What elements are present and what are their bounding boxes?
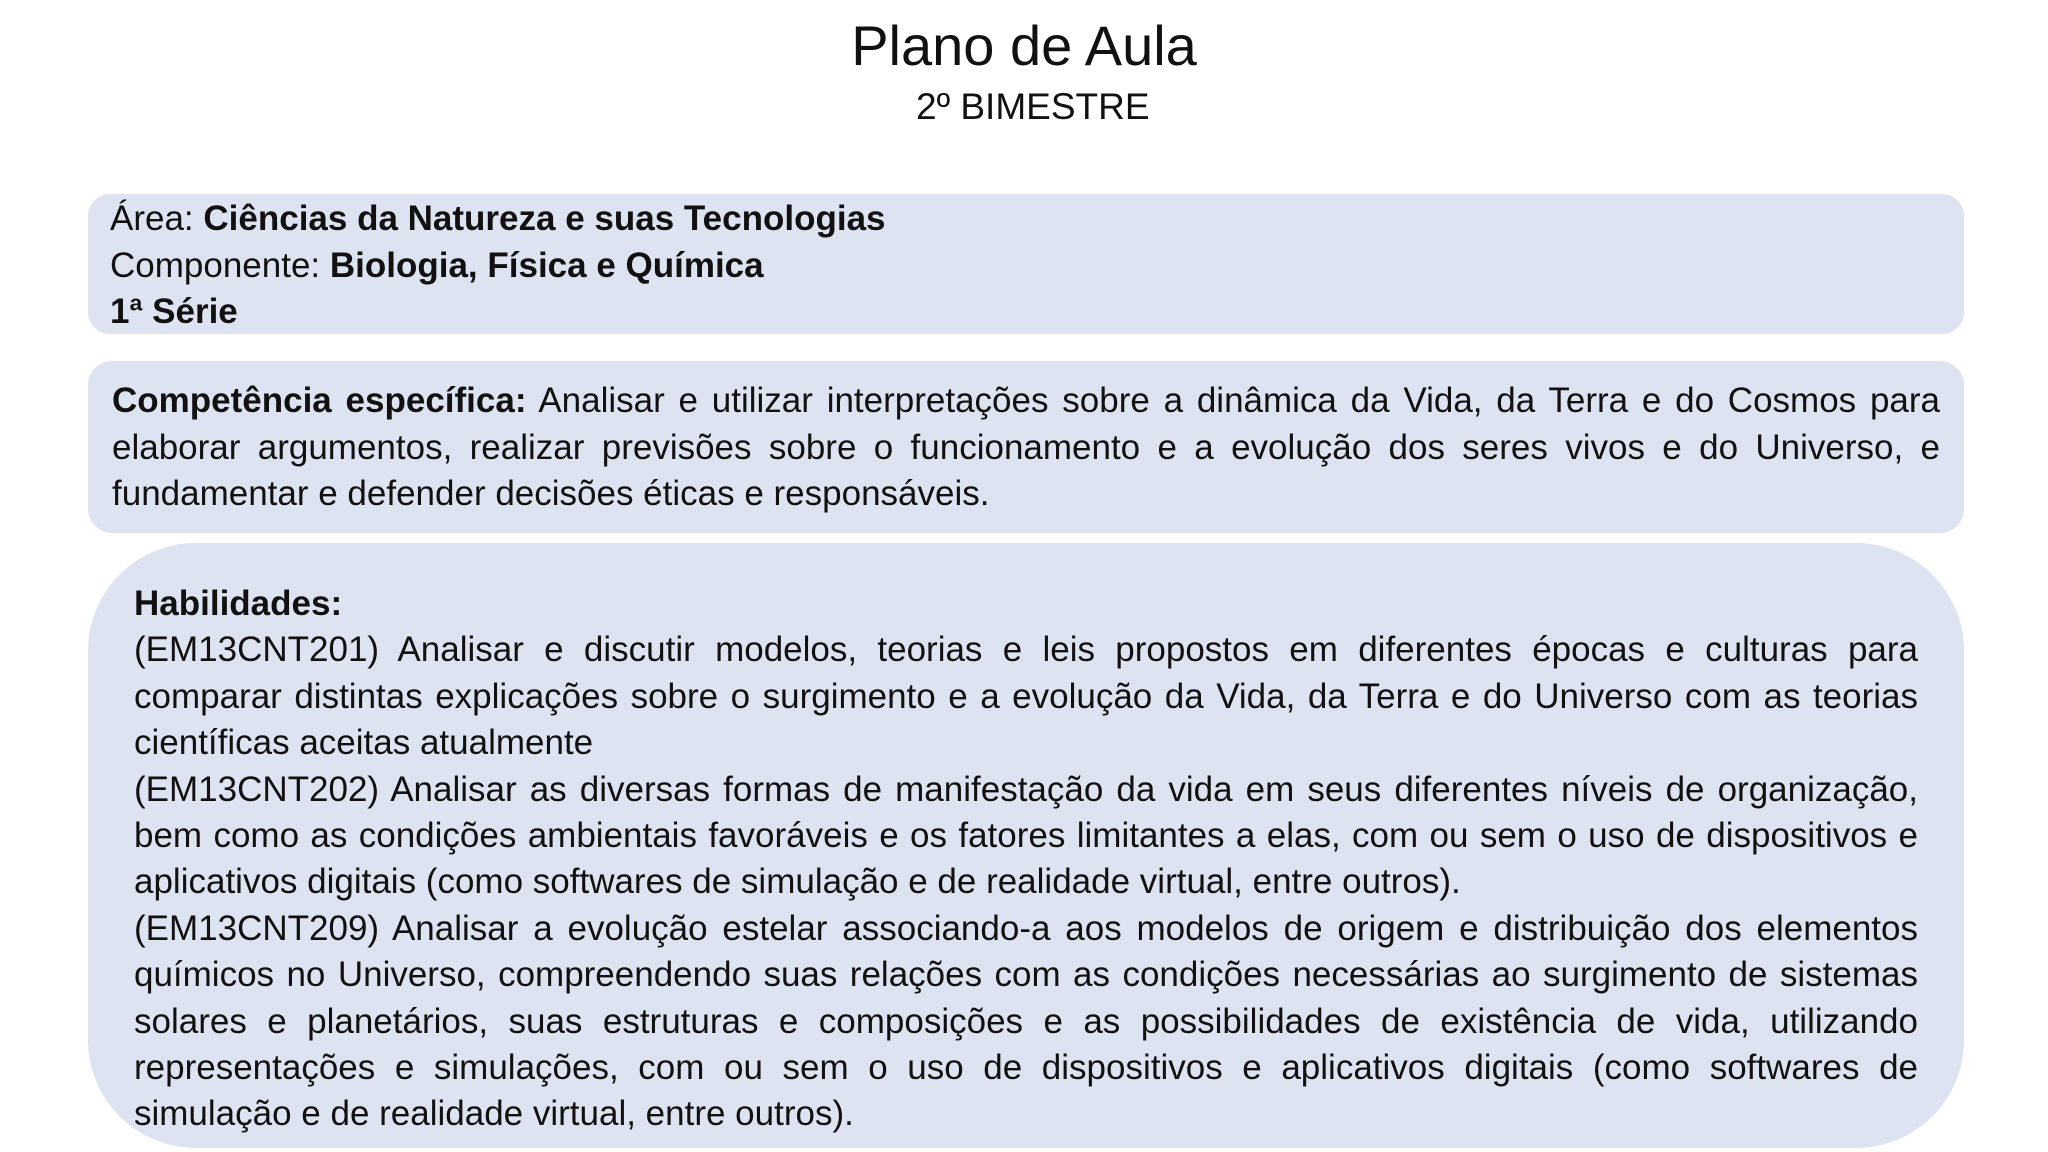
area-line xyxy=(110,196,1942,243)
competencia-paragraph xyxy=(112,378,1940,518)
competencia-panel xyxy=(88,361,1964,533)
series-value: 1ª Série xyxy=(110,292,238,331)
area-value: Ciências da Natureza e suas Tecnologias xyxy=(203,199,886,238)
habilidades-title xyxy=(134,581,1918,627)
component-label: Componente: xyxy=(110,245,330,285)
page-subtitle: 2º BIMESTRE xyxy=(916,86,1150,127)
info-panel xyxy=(88,194,1964,334)
area-label: Área: xyxy=(110,199,204,238)
habilidade-item: (EM13CNT209) Analisar a evolução estelar associando-a aos modelos de origem e distribuição dos elementos químicos no Universo, compreendendo suas relações com as condições necessárias ao surgimento de sistemas solares e planetários, suas estruturas e composições e as possibilidades de existência de vida, utilizando representações e simulações, com ou sem o uso de dispositivos e aplicativos digitais (como softwares de simulação e de realidade virtual, entre outros). xyxy=(134,908,1918,1134)
habilidades-panel xyxy=(88,543,1964,1148)
competencia-label: Competência específica: xyxy=(112,381,527,420)
habilidade-item: (EM13CNT202) Analisar as diversas formas de manifestação da vida em seus diferentes níveis de organização, bem como as condições ambientais favoráveis e os fatores limitantes a elas, com ou sem o uso de dispositivos e aplicativos digitais (como softwares de simulação e de realidade virtual, entre outros). xyxy=(134,769,1918,902)
component-value: Biologia, Física e Química xyxy=(329,245,764,285)
series-line xyxy=(110,289,1942,336)
habilidade-item: (EM13CNT201) Analisar e discutir modelos, teorias e leis propostos em diferentes épocas e culturas para comparar distintas explicações sobre o surgimento e a evolução da Vida, da Terra e do Universo com as teorias científicas aceitas atualmente xyxy=(134,630,1918,763)
page-title: Plano de Aula xyxy=(851,14,1197,77)
competencia-text: Analisar e utilizar interpretações sobre a dinâmica da Vida, da Terra e do Cosmos para elaborar argumentos, realizar previsões sobre o funcionamento e a evolução dos seres vivos e do Universo, e fundamentar e defender decisões éticas e responsáveis. xyxy=(112,381,1940,513)
component-line xyxy=(110,243,1942,290)
habilidades-title-text: Habilidades: xyxy=(134,584,343,623)
